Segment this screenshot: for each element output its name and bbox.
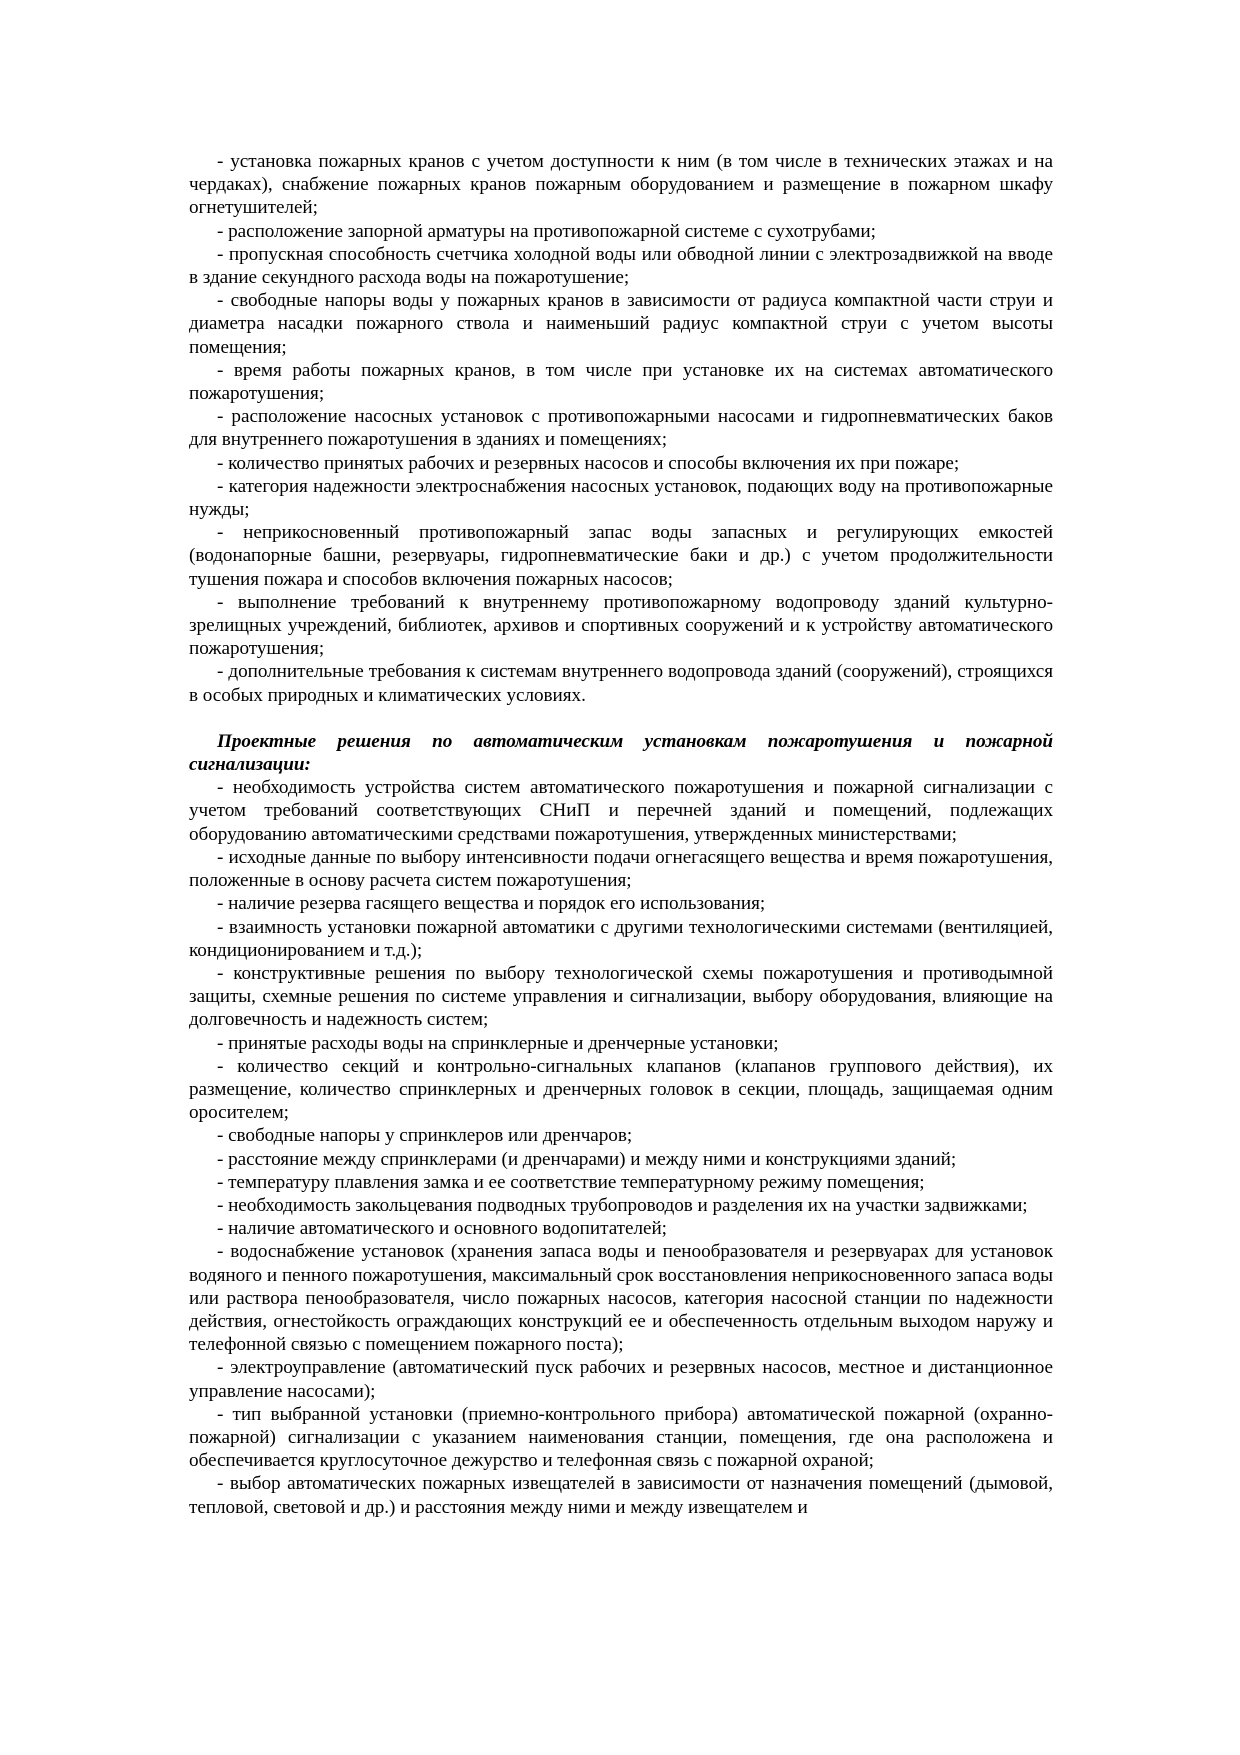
paragraph: - расстояние между спринклерами (и дренчарами) и между ними и конструкциями зданий; [217, 1148, 957, 1170]
paragraph: - принятые расходы воды на спринклерные и дренчерные установки; [217, 1032, 779, 1054]
paragraph: - свободные напоры у спринклеров или дренчаров; [217, 1125, 633, 1147]
paragraph: - температуру плавления замка и ее соответствие температурному режиму помещения; [217, 1171, 925, 1193]
paragraph: - свободные напоры воды у пожарных кранов в зависимости от радиуса компактной части струи и диаметра насадки пожарного ствола и наименьший радиус компактной струи с учетом высоты помещения; [189, 290, 1053, 358]
paragraph: - количество секций и контрольно-сигнальных клапанов (клапанов группового действия), их размещение, количество спринклерных и дренчерных головок в секции, площадь, защищаемая одним оросителем; [189, 1055, 1053, 1124]
paragraph: - необходимость закольцевания подводных трубопроводов и разделения их на участки задвижками; [217, 1194, 1028, 1216]
paragraph: - наличие автоматического и основного водопитателей; [217, 1218, 667, 1240]
paragraph: - конструктивные решения по выбору технологической схемы пожаротушения и противодымной защиты, схемные решения по системе управления и сигнализации, выбору оборудования, влияющие на долговечность и надежность систем; [189, 962, 1053, 1031]
paragraph: - количество принятых рабочих и резервных насосов и способы включения их при пожаре; [217, 452, 960, 474]
paragraph: - дополнительные требования к системам внутреннего водопровода зданий (сооружений), строящихся в особых природных и климатических условиях. [189, 661, 1053, 706]
paragraph: - водоснабжение установок (хранения запаса воды и пенообразователя и резервуарах для установок водяного и пенного пожаротушения, максимальный срок восстановления неприкосновенного запаса воды или раствора пенообразователя, число пожарных насосов, категория насосной станции по надежности действия, огнестойкость ограждающих конструкций ее и обеспеченность отдельным выходом наружу и телефонной связью с помещением пожарного поста); [189, 1241, 1053, 1356]
paragraph: - электроуправление (автоматический пуск рабочих и резервных насосов, местное и дистанционное управление насосами); [189, 1357, 1053, 1402]
paragraph: - исходные данные по выбору интенсивности подачи огнегасящего вещества и время пожаротушения, положенные в основу расчета систем пожаротушения; [189, 846, 1053, 892]
section-heading: Проектные решения по автоматическим установкам пожаротушения и пожарной сигнализации: [189, 730, 1053, 776]
paragraph: - неприкосновенный противопожарный запас воды запасных и регулирующих емкостей (водонапорные башни, резервуары, гидропневматические баки и др.) с учетом продолжительности тушения пожара и способов включения пожарных насосов; [189, 522, 1053, 590]
paragraph: - пропускная способность счетчика холодной воды или обводной линии с электрозадвижкой на вводе в здание секундного расхода воды на пожаротушение; [189, 243, 1053, 289]
paragraph: - время работы пожарных кранов, в том числе при установке их на системах автоматического пожаротушения; [189, 359, 1053, 405]
paragraph: - наличие резерва гасящего вещества и порядок его использования; [217, 893, 766, 915]
document-page [189, 150, 1053, 1519]
paragraph: - выбор автоматических пожарных извещателей в зависимости от назначения помещений (дымовой, тепловой, световой и др.) и расстояния между ними и между извещателем и [189, 1473, 1053, 1518]
paragraph: - тип выбранной установки (приемно-контрольного прибора) автоматической пожарной (охранно-пожарной) сигнализации с указанием наименования станции, помещения, где она расположена и обеспечивается круглосуточное дежурство и телефонная связь с пожарной охраной; [189, 1403, 1053, 1472]
paragraph: - взаимность установки пожарной автоматики с другими технологическими системами (вентиляцией, кондиционированием и т.д.); [189, 916, 1053, 961]
paragraph: - необходимость устройства систем автоматического пожаротушения и пожарной сигнализации с учетом требований соответствующих СНиП и перечней зданий и помещений, подлежащих оборудованию автоматическими средствами пожаротушения, утвержденных министерствами; [189, 777, 1053, 845]
paragraph: - категория надежности электроснабжения насосных установок, подающих воду на противопожарные нужды; [189, 475, 1053, 521]
paragraph: - выполнение требований к внутреннему противопожарному водопроводу зданий культурно-зрелищных учреждений, библиотек, архивов и спортивных сооружений и к устройству автоматического пожаротушения; [189, 591, 1053, 660]
section-list [189, 776, 1053, 1519]
intro-list [189, 150, 1053, 707]
paragraph: - установка пожарных кранов с учетом доступности к ним (в том числе в технических этажах и на чердаках), снабжение пожарных кранов пожарным оборудованием и размещение в пожарном шкафу огнетушителей; [189, 151, 1053, 219]
paragraph: - расположение запорной арматуры на противопожарной системе с сухотрубами; [217, 220, 876, 242]
paragraph: - расположение насосных установок с противопожарными насосами и гидропневматических баков для внутреннего пожаротушения в зданиях и помещениях; [189, 406, 1053, 451]
